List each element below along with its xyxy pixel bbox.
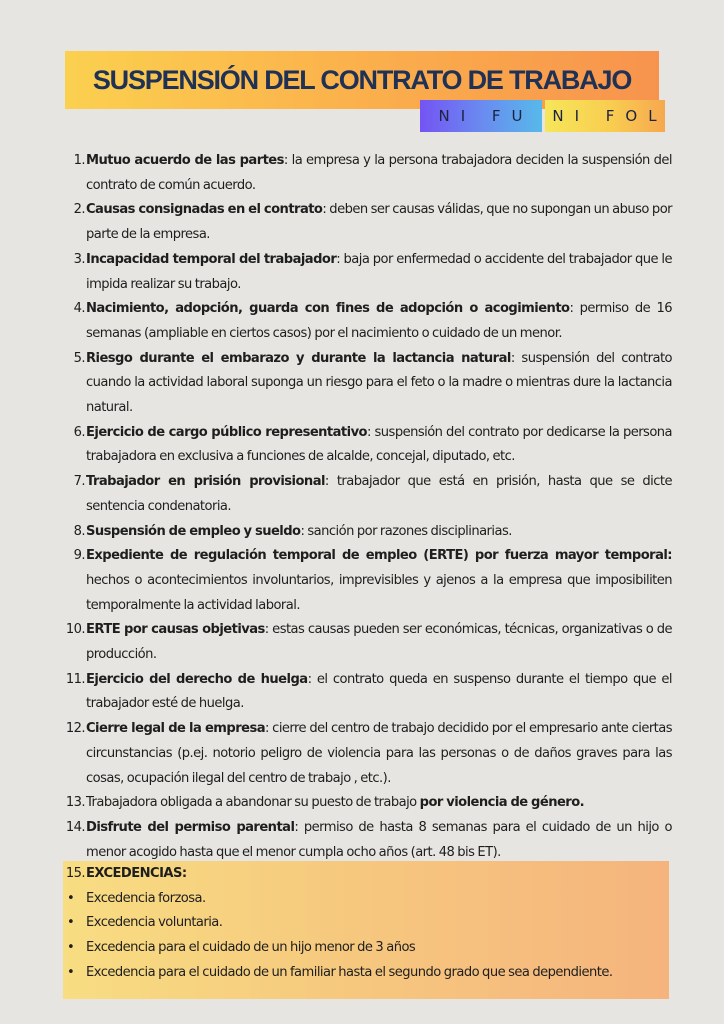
- item-number: 10.: [65, 622, 85, 638]
- bullet-text: Excedencia para el cuidado de un hijo menor de 3 años: [86, 940, 416, 956]
- bullet-item: [60, 911, 672, 936]
- list-item: [60, 198, 672, 247]
- list-item: [60, 421, 672, 470]
- bullet-icon: •: [67, 915, 75, 931]
- item-heading: Incapacidad temporal del trabajador: [86, 251, 337, 267]
- item-heading: Causas consignadas en el contrato: [86, 202, 323, 218]
- item-heading: Expediente de regulación temporal de empleo (ERTE) por fuerza mayor temporal:: [86, 548, 672, 564]
- excedencias-section: [60, 862, 672, 986]
- item-number: 7.: [73, 474, 85, 490]
- bullet-item: [60, 936, 672, 961]
- item-heading-colon: :: [181, 866, 187, 881]
- item-heading: Suspensión de empleo y sueldo: [86, 523, 301, 539]
- item-text: : el contrato queda en suspenso durante el tiempo que el trabajador esté de huelga.: [86, 671, 672, 712]
- item-heading: Mutuo acuerdo de las partes: [86, 153, 284, 168]
- list-item: [60, 717, 672, 791]
- item-number: 4.: [73, 301, 85, 317]
- bullet-item: [60, 961, 672, 986]
- item-heading: Cierre legal de la empresa: [86, 721, 265, 737]
- item-heading: Ejercicio del derecho de huelga: [86, 671, 308, 687]
- list-item: [60, 816, 672, 865]
- item-heading: Ejercicio de cargo público representativo: [86, 424, 368, 440]
- list-item: [60, 544, 672, 618]
- list-item: [60, 149, 672, 198]
- bullet-icon: •: [67, 940, 75, 956]
- bullet-item: [60, 887, 672, 912]
- list-item: [60, 862, 672, 887]
- item-number: 2.: [73, 202, 85, 218]
- item-text: : deben ser causas válidas, que no supongan un abuso por parte de la empresa.: [86, 202, 672, 243]
- item-text: : cierre del centro de trabajo decidido por el empresario ante ciertas circunstancias (p.ej. notorio peligro de violencia para las personas o de daños graves para las cosas, ocupación ilegal del centro de trabajo , etc.).: [86, 721, 672, 786]
- bullet-text: Excedencia para el cuidado de un familiar hasta el segundo grado que sea dependiente.: [86, 964, 613, 980]
- item-number: 14.: [65, 819, 85, 835]
- tag-ni-fu-label: NI FU: [438, 107, 534, 125]
- item-number: 1.: [73, 153, 85, 168]
- list-item: [60, 347, 672, 421]
- item-heading: Riesgo durante el embarazo y durante la lactancia natural: [86, 350, 511, 366]
- list-item: [60, 791, 672, 816]
- item-number: 12.: [65, 721, 85, 737]
- item-heading: ERTE por causas objetivas: [86, 622, 265, 638]
- item-number: 11.: [65, 671, 85, 687]
- bullet-text: Excedencia voluntaria.: [86, 915, 223, 931]
- page-title: SUSPENSIÓN DEL CONTRATO DE TRABAJO: [92, 65, 632, 95]
- tag-ni-fu: [420, 100, 542, 132]
- bullet-text: Excedencia forzosa.: [86, 890, 206, 906]
- item-number: 8.: [73, 523, 85, 539]
- item-number: 13.: [65, 795, 85, 811]
- item-heading: Disfrute del permiso parental: [86, 819, 295, 835]
- item-number: 5.: [73, 350, 85, 366]
- list-item: [60, 470, 672, 519]
- list-item: [60, 668, 672, 717]
- tag-ni-fol-label: NI FOL: [552, 107, 668, 125]
- list-item: [60, 618, 672, 667]
- tag-ni-fol: [545, 100, 668, 132]
- list-item: [60, 248, 672, 297]
- item-text: : la empresa y la persona trabajadora deciden la suspensión del contrato de común acuerdo.: [86, 153, 672, 193]
- list-item: [60, 297, 672, 346]
- suspension-list: [60, 149, 672, 865]
- item-text: Trabajadora obligada a abandonar su puesto de trabajo: [86, 795, 420, 811]
- item-number: 6.: [73, 424, 85, 440]
- item-number: 9.: [73, 548, 85, 564]
- item-text: : sanción por razones disciplinarias.: [300, 523, 512, 539]
- item-number: 15.: [65, 866, 85, 881]
- item-text: : suspensión del contrato cuando la actividad laboral suponga un riesgo para el feto o la madre o mientras dure la lactancia natural.: [86, 350, 672, 416]
- list-item: [60, 520, 672, 545]
- item-heading: Trabajador en prisión provisional: [86, 474, 325, 490]
- item-text: : permiso de 16 semanas (ampliable en ciertos casos) por el nacimiento o cuidado de un menor.: [86, 301, 673, 341]
- bullet-icon: •: [67, 964, 75, 980]
- item-text: hechos o acontecimientos involuntarios, imprevisibles y ajenos a la empresa que imposibiliten temporalmente la actividad laboral.: [86, 572, 672, 613]
- item-heading: por violencia de género.: [419, 795, 585, 811]
- item-text: : permiso de hasta 8 semanas para el cuidado de un hijo o menor acogido hasta que el menor cumpla ocho años (art. 48 bis ET).: [86, 819, 672, 860]
- item-text: : baja por enfermedad o accidente del trabajador que le impida realizar su trabajo.: [86, 251, 672, 292]
- item-number: 3.: [73, 251, 85, 267]
- item-heading: Nacimiento, adopción, guarda con fines de adopción o acogimiento: [86, 301, 570, 317]
- item-text: : trabajador que está en prisión, hasta que se dicte sentencia condenatoria.: [86, 474, 672, 514]
- item-text: : estas causas pueden ser económicas, técnicas, organizativas o de producción.: [86, 622, 672, 663]
- item-text: : suspensión del contrato por dedicarse la persona trabajadora en exclusiva a funciones de alcalde, concejal, diputado, etc.: [86, 424, 672, 465]
- item-heading: EXCEDENCIAS: [86, 866, 182, 881]
- bullet-icon: •: [67, 890, 75, 906]
